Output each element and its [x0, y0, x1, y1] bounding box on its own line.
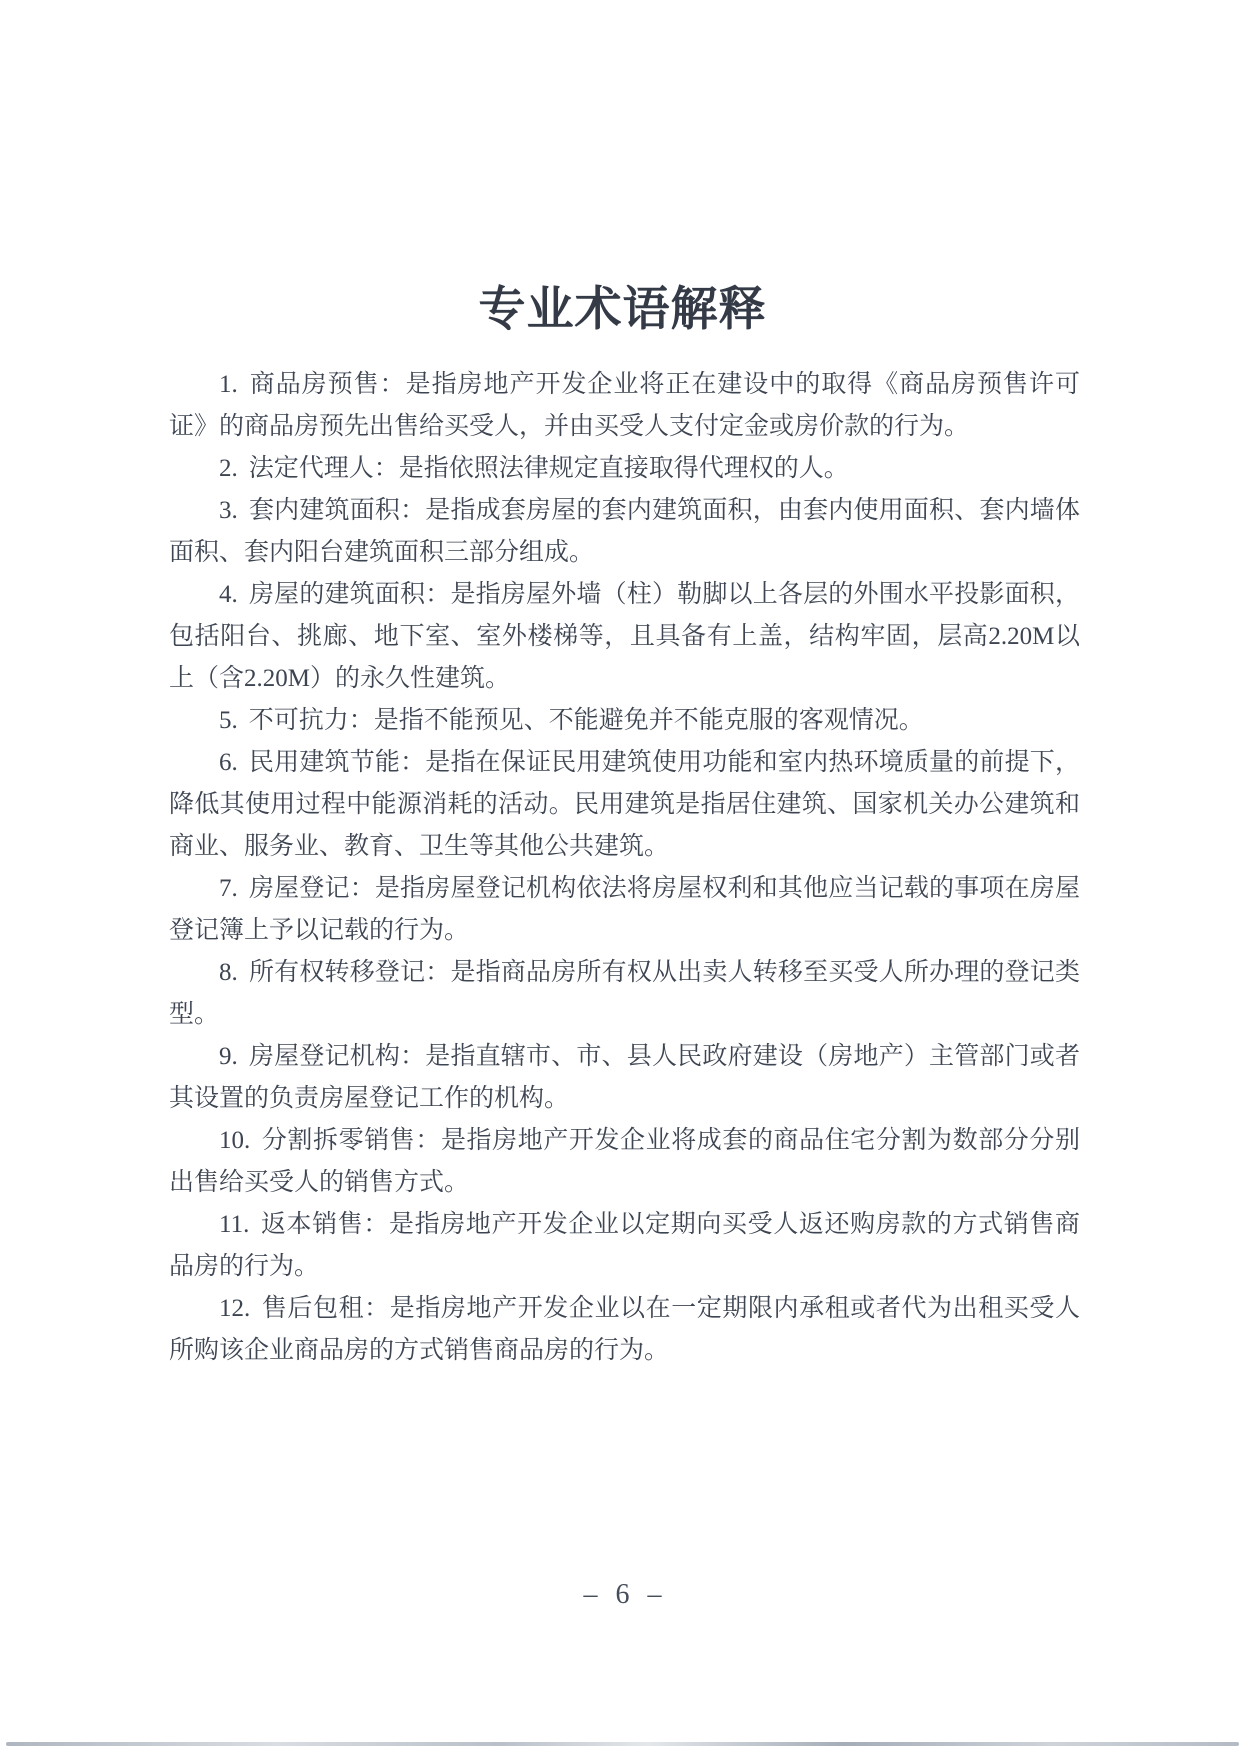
term-item: [169, 1120, 1080, 1204]
term-name: 售后包租：: [261, 1295, 390, 1322]
term-name: 商品房预售：: [248, 371, 406, 398]
term-item: [169, 1288, 1080, 1372]
term-name: 法定代理人：: [248, 455, 399, 482]
term-name: 返本销售：: [260, 1211, 390, 1238]
term-item: [169, 1036, 1080, 1120]
term-definition: 是指直辖市、市、县人民政府建设（房地产）主管部门或者其设置的负责房屋登记工作的机构。: [169, 1043, 1080, 1112]
term-name: 房屋登记：: [248, 875, 375, 902]
term-number: 4.: [219, 581, 238, 608]
term-number: 3.: [219, 497, 238, 524]
term-definition: 是指商品房所有权从出卖人转移至买受人所办理的登记类型。: [169, 959, 1080, 1028]
term-number: 8.: [219, 959, 238, 986]
terms-list: [169, 364, 1080, 1372]
term-item: [169, 742, 1080, 868]
term-item: [169, 364, 1080, 448]
term-definition: 是指依照法律规定直接取得代理权的人。: [398, 455, 849, 482]
term-item: [169, 1204, 1080, 1288]
term-name: 所有权转移登记：: [248, 959, 451, 986]
term-item: [169, 490, 1080, 574]
term-definition: 是指房地产开发企业以定期向买受人返还购房款的方式销售商品房的行为。: [169, 1211, 1080, 1280]
term-item: [169, 700, 1080, 742]
term-name: 套内建筑面积：: [248, 497, 426, 524]
term-number: 10.: [219, 1127, 251, 1154]
term-definition: 是指房地产开发企业将成套的商品住宅分割为数部分分别出售给买受人的销售方式。: [169, 1127, 1080, 1196]
term-name: 房屋的建筑面积：: [248, 581, 451, 608]
term-number: 12.: [219, 1295, 251, 1322]
term-number: 11.: [219, 1211, 250, 1238]
term-definition: 是指房地产开发企业将正在建设中的取得《商品房预售许可证》的商品房预先出售给买受人，并由买受人支付定金或房价款的行为。: [169, 371, 1080, 440]
term-definition: 是指房屋外墙（柱）勒脚以上各层的外围水平投影面积，包括阳台、挑廊、地下室、室外楼梯等，且具备有上盖，结构牢固，层高2.20M以上（含2.20M）的永久性建筑。: [169, 581, 1080, 692]
page-edge-shadow: [6, 1742, 1239, 1746]
term-definition: 是指成套房屋的套内建筑面积，由套内使用面积、套内墙体面积、套内阳台建筑面积三部分组成。: [169, 497, 1080, 566]
term-item: [169, 952, 1080, 1036]
term-definition: 是指房地产开发企业以在一定期限内承租或者代为出租买受人所购该企业商品房的方式销售商品房的行为。: [169, 1295, 1080, 1364]
term-definition: 是指在保证民用建筑使用功能和室内热环境质量的前提下，降低其使用过程中能源消耗的活动。民用建筑是指居住建筑、国家机关办公建筑和商业、服务业、教育、卫生等其他公共建筑。: [169, 749, 1080, 860]
term-name: 房屋登记机构：: [248, 1043, 426, 1070]
term-number: 7.: [219, 875, 238, 902]
term-item: [169, 868, 1080, 952]
term-number: 9.: [219, 1043, 238, 1070]
term-definition: 是指房屋登记机构依法将房屋权利和其他应当记载的事项在房屋登记簿上予以记载的行为。: [169, 875, 1080, 944]
term-number: 2.: [219, 455, 238, 482]
term-number: 6.: [219, 749, 238, 776]
term-number: 5.: [219, 707, 238, 734]
page-title: 专业术语解释: [478, 284, 767, 337]
term-name: 民用建筑节能：: [248, 749, 426, 776]
term-item: [169, 574, 1080, 700]
term-item: [169, 448, 1080, 490]
term-name: 分割拆零销售：: [261, 1127, 441, 1154]
term-name: 不可抗力：: [248, 707, 374, 734]
term-definition: 是指不能预见、不能避免并不能克服的客观情况。: [373, 707, 924, 734]
page-number: – 6 –: [583, 1579, 662, 1610]
term-number: 1.: [219, 371, 238, 398]
